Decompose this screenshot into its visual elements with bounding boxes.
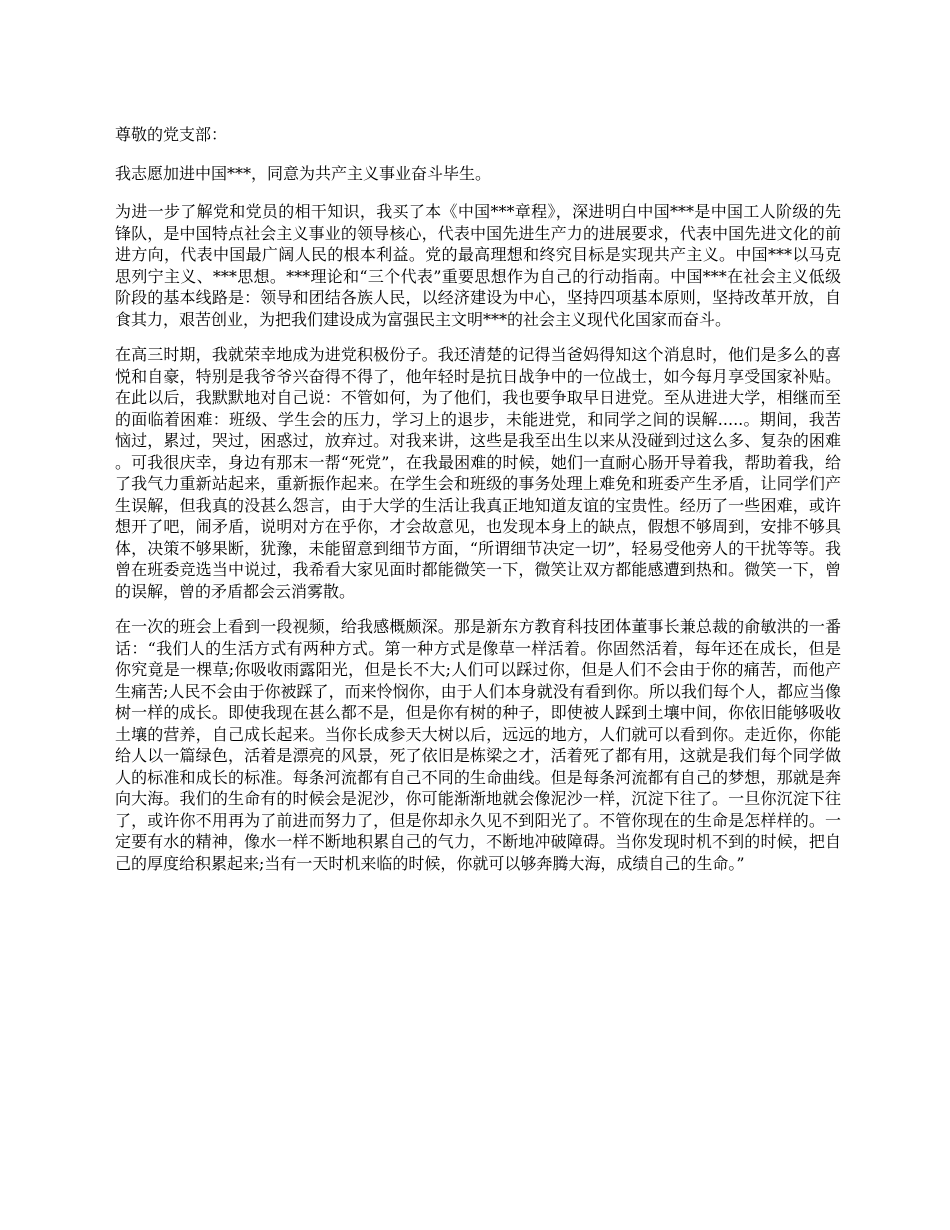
letter-body (115, 124, 841, 888)
pledge-statement: 我志愿加进中国***，同意为共产主义事业奋斗毕生。 (115, 163, 492, 183)
paragraph-video-reflection: 在一次的班会上看到一段视频，给我感概颇深。那是新东方教育科技团体董事长兼总裁的俞敏洪的一番话：“我们人的生活方式有两种方式。第一种方式是像草一样活着。你固然活着，每年还在成长，但是你究竟是一棵草;你吸收雨露阳光，但是长不大;人们可以踩过你，但是人们不会由于你的痛苦，而他产生痛苦;人民不会由于你被踩了，而来怜悯你，由于人们本身就没有看到你。所以我们每个人，都应当像树一样的成长。即使我现在甚么都不是，但是你有树的种子，即使被人踩到土壤中间，你依旧能够吸收土壤的营养，自己成长起来。当你长成参天大树以后，远远的地方，人们就可以看到你。走近你，你能给人以一篇绿色，活着是漂亮的风景，死了依旧是栋梁之才，活着死了都有用，这就是我们每个同学做人的标准和成长的标准。每条河流都有自己不同的生命曲线。但是每条河流都有自己的梦想，那就是奔向大海。我们的生命有的时候会是泥沙，你可能渐渐地就会像泥沙一样，沉淀下往了。一旦你沉淀下往了，或许你不用再为了前进而努力了，但是你却永久见不到阳光了。不管你现在的生命是怎样样的。一定要有水的精神，像水一样不断地积累自己的气力，不断地冲破障碍。当你发现时机不到的时候，把自己的厚度给积累起来;当有一天时机来临的时候，你就可以够奔腾大海，成绩自己的生命。” (115, 617, 841, 873)
salutation: 尊敬的党支部： (115, 125, 228, 144)
paragraph-personal-experience: 在高三时期，我就荣幸地成为进党积极份子。我还清楚的记得当爸妈得知这个消息时，他们是多么的喜悦和自豪，特别是我爷爷兴奋得不得了，他年轻时是抗日战争中的一位战士，如今每月享受国家补贴。在此以后，我默默地对自己说：不管如何，为了他们，我也要争取早日进党。至从进进大学，相继而至的面临着困难：班级、学生会的压力，学习上的退步，未能进党，和同学之间的误解.....。期间，我苦恼过，累过，哭过，困惑过，放弃过。对我来讲，这些是我至出生以来从没碰到过这么多、复杂的困难。可我很庆幸，身边有那末一帮“死党”，在我最困难的时候，她们一直耐心肠开导着我，帮助着我，给了我气力重新站起来，重新振作起来。在学生会和班级的事务处理上难免和班委产生矛盾，让同学们产生误解，但我真的没甚么怨言，由于大学的生活让我真正地知道友谊的宝贵性。经历了一些困难，或许想开了吧，闹矛盾，说明对方在乎你，才会故意见，也发现本身上的缺点，假想不够周到，安排不够具体，决策不够果断，犹豫，未能留意到细节方面，“所谓细节决定一切”，轻易受他旁人的干扰等等。我曾在班委竞选当中说过，我希看大家见面时都能微笑一下，微笑让双方都能感遭到热和。微笑一下，曾的误解，曾的矛盾都会云消雾散。 (115, 345, 841, 601)
paragraph-party-knowledge: 为进一步了解党和党员的相干知识，我买了本《中国***章程》，深进明白中国***是中国工人阶级的先锋队，是中国特点社会主义事业的领导核心，代表中国先进生产力的进展要求，代表中国先进文化的前进方向，代表中国最广阔人民的根本利益。党的最高理想和终究目标是实现共产主义。中国***以马克思列宁主义、***思想。***理论和“三个代表”重要思想作为自己的行动指南。中国***在社会主义低级阶段的基本线路是：领导和团结各族人民，以经济建设为中心，坚持四项基本原则，坚持改革开放，自食其力，艰苦创业，为把我们建设成为富强民主文明***的社会主义现代化国家而奋斗。 (115, 202, 841, 329)
